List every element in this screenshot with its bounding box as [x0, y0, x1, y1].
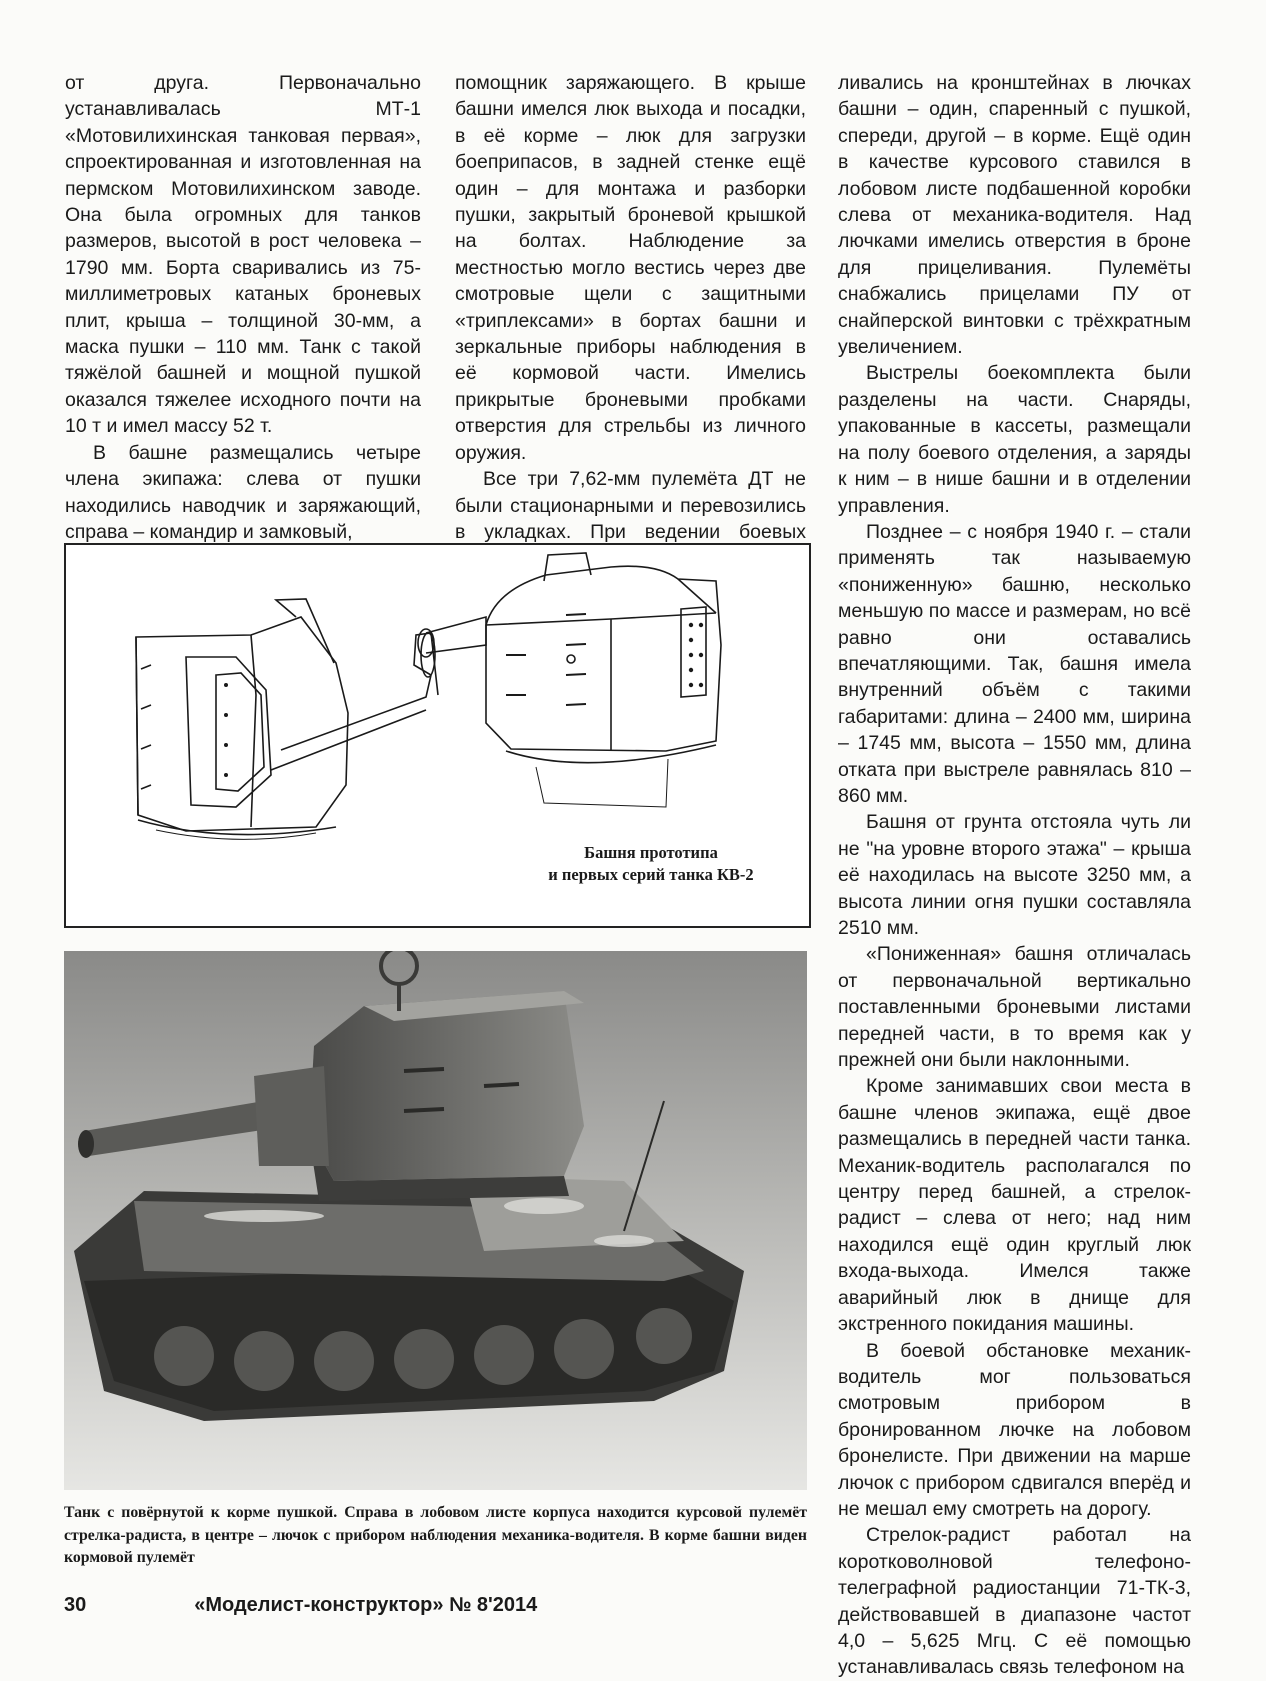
- paragraph: помощник заряжающего. В крыше башни имелся люк выхода и посадки, в её корме – люк для загрузки боеприпасов, в задней стенке ещё один – для монтажа и разборки пушки, закрытый броневой крышкой на болтах. Наблюдение за местностью могло вестись через две смотровые щели с защитными «триплексами» в бортах башни и зеркальные приборы наблюдения в её кормовой части. Имелись прикрытые броневыми пробками отверстия для стрельбы из личного оружия.: [455, 72, 806, 464]
- paragraph: Стрелок-радист работал на коротковолновой телефоно-телеграфной радиостанции 71-ТК-3, действовавшей в диапазоне частот 4,0 – 5,625 Мгц. С её помощью устанавливалась связь телефоном на: [838, 1524, 1191, 1679]
- paragraph: Все три 7,62-мм пулемёта ДТ не были стационарными и перевозились в укладках. При ведении боевых: [455, 468, 806, 543]
- tank-photo: [64, 951, 807, 1490]
- turret-drawing-figure: [64, 543, 811, 928]
- page-footer: [64, 1594, 764, 1617]
- photo-caption: Танк с повёрнутой к корме пушкой. Справа в лобовом листе корпуса находится курсовой пулемёт стрелка-радиста, в центре – лючок с прибором наблюдения механика-водителя. В корме башни виден кормовой пулемёт: [64, 1504, 807, 1567]
- paragraph: Башня от грунта отстояла чуть ли не "на уровне второго этажа" – крыша её находилась на высоте 3250 мм, а высота линии огня пушки составляла 2510 мм.: [838, 811, 1191, 939]
- paragraph: от друга. Первоначально устанавливалась МТ-1 «Мотовилихинская танковая первая», спроектированная и изготовленная на пермском Мотовилихинском заводе. Она была огромных для танков размеров, высотой в рост человека – 1790 мм. Борта сваривались из 75-миллиметровых катаных броневых плит, крыша – толщиной 30-мм, а маска пушки – 110 мм. Танк с такой тяжёлой башней и мощной пушкой оказался тяжелее исходного почти на 10 т и имел массу 52 т.: [65, 72, 421, 438]
- text-column-3: [838, 70, 1191, 1681]
- figure-caption: [506, 842, 796, 886]
- paragraph: Кроме занимавших свои места в башне членов экипажа, ещё двое размещались в передней части танка. Механик-водитель располагался по центру перед башней, а стрелок-радист – слева от него; над ним находился ещё один круглый люк входа-выхода. Имелся также аварийный люк в днище для экстренного покидания машины.: [838, 1075, 1191, 1336]
- paragraph: ливались на кронштейнах в лючках башни – один, спаренный с пушкой, спереди, другой – в корме. Ещё один в качестве курсового ставился в лобовом листе подбашенной коробки слева от механика-водителя. Над лючками имелись отверстия в броне для прицеливания. Пулемёты снабжались прицелами ПУ от снайперской винтовки с трёхкратным увеличением.: [838, 72, 1191, 359]
- paragraph: Выстрелы боекомплекта были разделены на части. Снаряды, упакованные в кассеты, размещали на полу боевого отделения, а заряды к ним – в нише башни и в отделении управления.: [838, 362, 1191, 517]
- figure-caption-line: и первых серий танка КВ-2: [548, 865, 754, 884]
- figure-caption-line: Башня прототипа: [584, 843, 718, 862]
- kv2-tank-illustration: [64, 951, 807, 1490]
- paragraph: В боевой обстановке механик-водитель мог пользоваться смотровым прибором в бронированном лючке на лобовом бронелисте. При движении на марше лючок с прибором сдвигался вперёд и не мешал ему смотреть на дорогу.: [838, 1339, 1191, 1520]
- paragraph: «Пониженная» башня отличалась от первоначальной вертикально поставленными броневыми листами передней части, в то время как у прежней они были наклонными.: [838, 943, 1191, 1072]
- magazine-title: «Моделист-конструктор» № 8'2014: [194, 1594, 538, 1616]
- page-number: 30: [64, 1594, 87, 1616]
- text-column-1: [65, 70, 421, 545]
- paragraph: Позднее – с ноября 1940 г. – стали применять так называемую «пониженную» башню, несколько меньшую по массе и размерам, но всё равно они оставались впечатляющими. Так, башня имела внутренний объём с такими габаритами: длина – 2400 мм, ширина – 1745 мм, высота – 1550 мм, длина отката при выстреле равнялась 810 – 860 мм.: [838, 520, 1191, 807]
- paragraph: В башне размещались четыре члена экипажа: слева от пушки находились наводчик и заряжающий, справа – командир и замковый,: [65, 441, 421, 543]
- text-column-2: [455, 70, 806, 572]
